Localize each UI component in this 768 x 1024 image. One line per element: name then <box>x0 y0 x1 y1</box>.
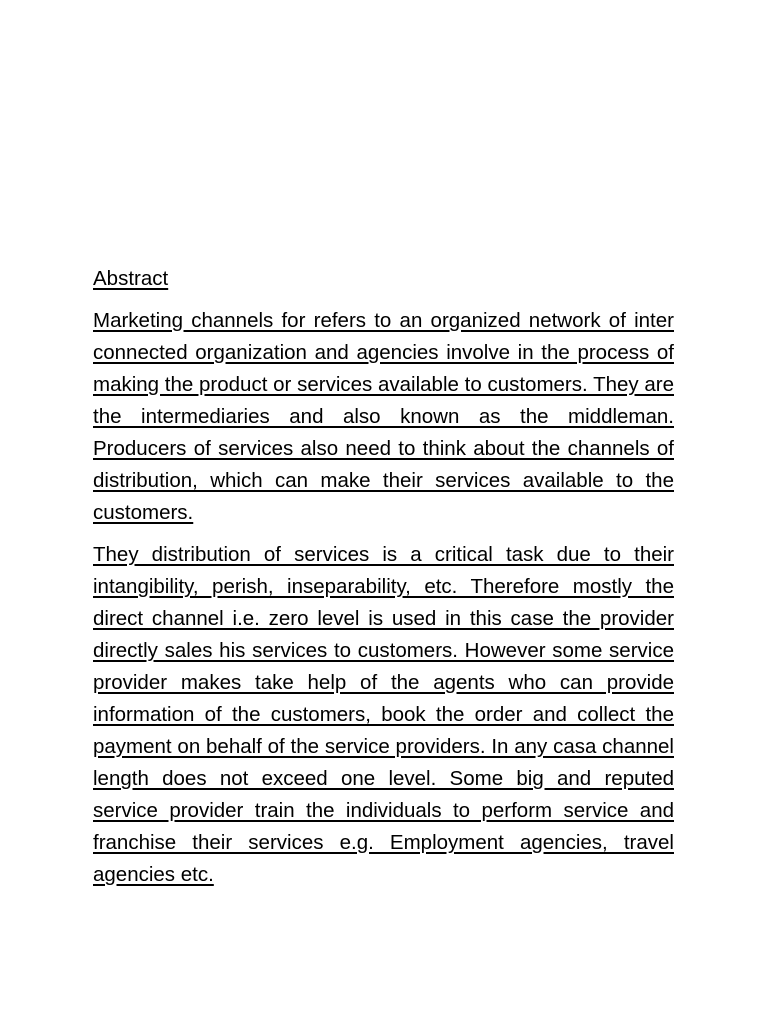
document-page <box>93 263 674 901</box>
abstract-heading: Abstract <box>93 267 169 290</box>
abstract-paragraph-2: They distribution of services is a critical task due to their intangibility, perish, inseparability, etc. Therefore mostly the direct channel i.e. zero level is used in this case the provider directly sales his services to customers. However some service provider makes take help of the agents who can provide information of the customers, book the order and collect the payment on behalf of the service providers. In any casa channel length does not exceed one level. Some big and reputed service provider train the individuals to perform service and franchise their services e.g. Employment agencies, travel agencies etc. <box>93 543 674 886</box>
abstract-paragraph-1: Marketing channels for refers to an organized network of inter connected organization and agencies involve in the process of making the product or services available to customers. They are the intermediaries and also known as the middleman. Producers of services also need to think about the channels of distribution, which can make their services available to the customers. <box>93 309 674 524</box>
